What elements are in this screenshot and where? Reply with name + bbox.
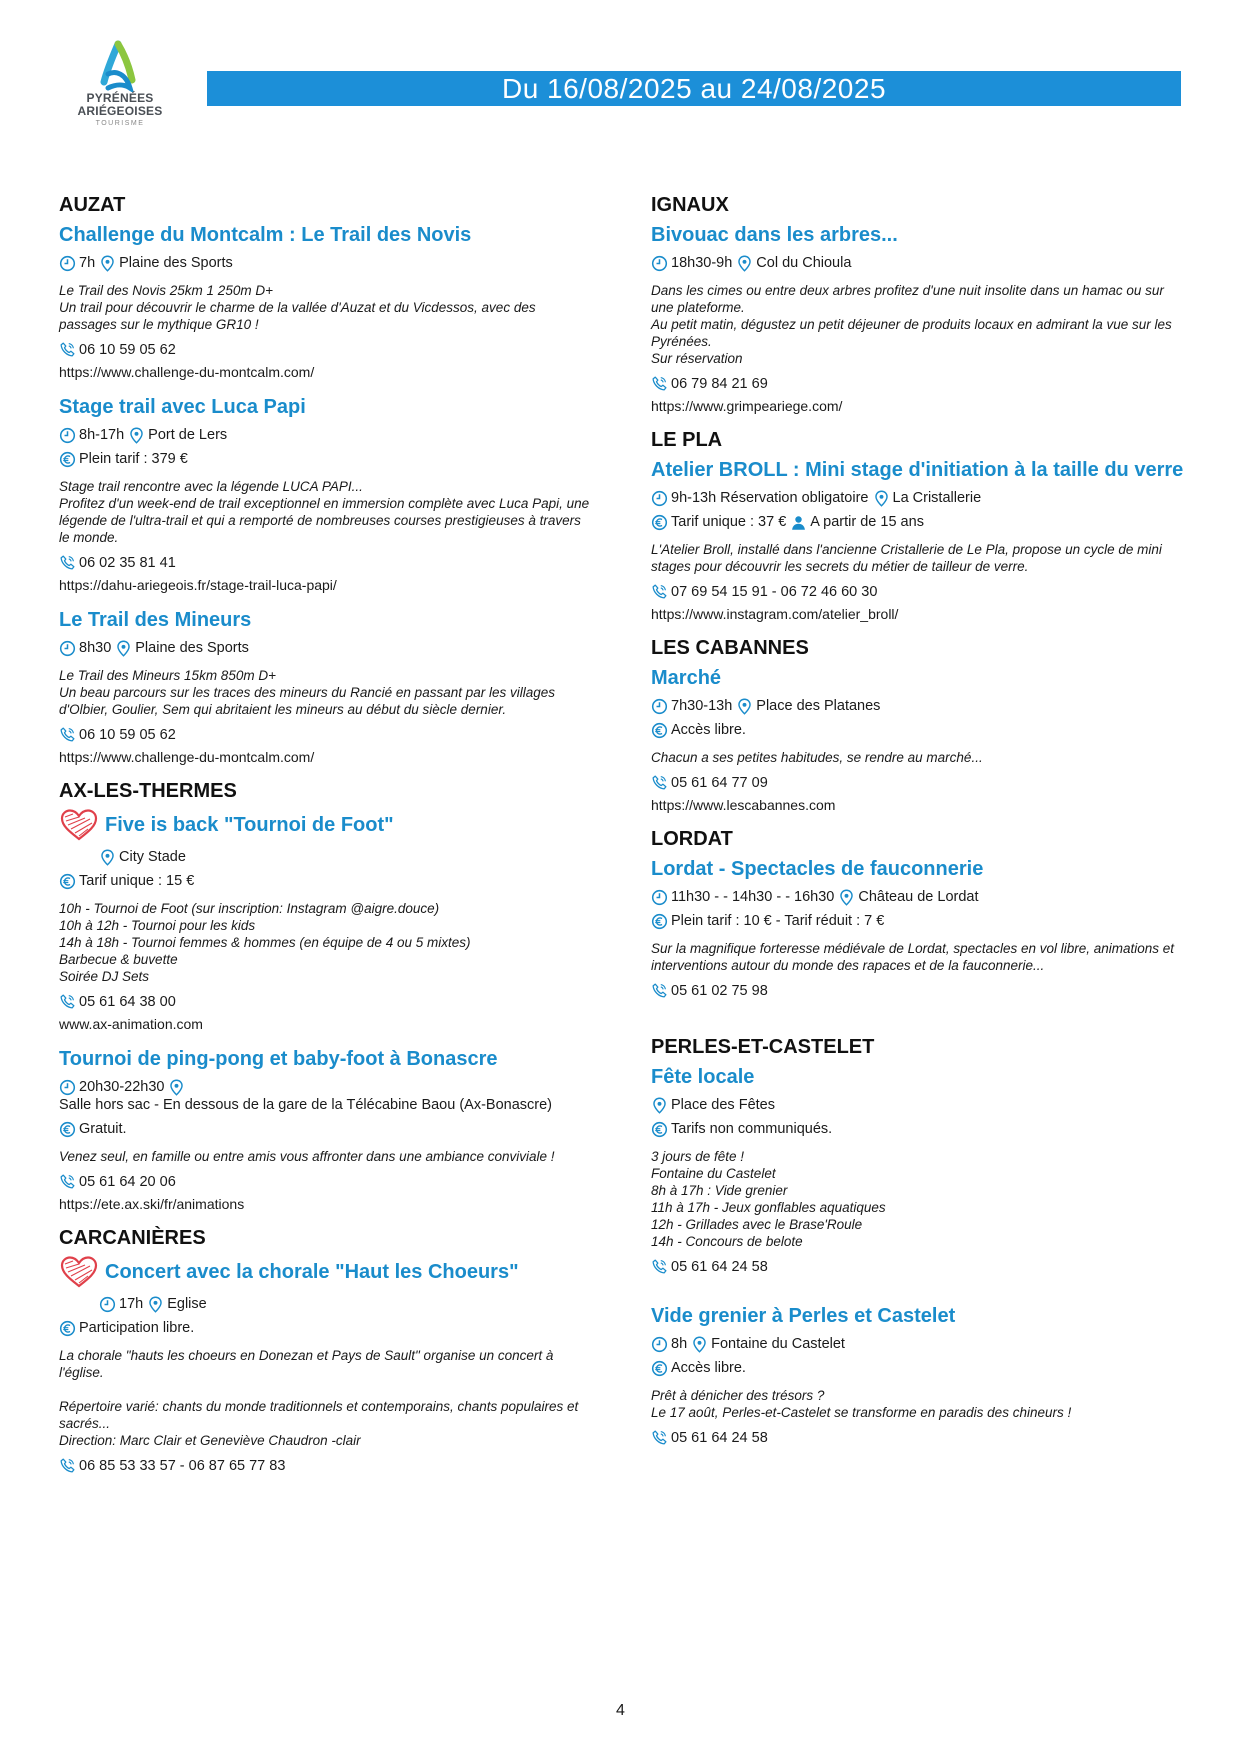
heart-favorite-icon (59, 1255, 99, 1289)
event-place: Plaine des Sports (119, 255, 233, 271)
event-title[interactable]: Bivouac dans les arbres... (651, 224, 898, 246)
event-title[interactable]: Tournoi de ping-pong et baby-foot à Bonascre (59, 1048, 498, 1070)
event-price: Plein tarif : 10 € - Tarif réduit : 7 € (671, 913, 885, 929)
event-phone[interactable]: 05 61 64 24 58 (671, 1258, 768, 1275)
event-description: L'Atelier Broll, installé dans l'ancienne Cristallerie de Le Pla, propose un cycle de mini stages pour découvrir les secrets du métier de tailleur de verre. (651, 542, 1162, 574)
event-description: 3 jours de fête ! Fontaine du Castelet 8h à 17h : Vide grenier 11h à 17h - Jeux gonflables aquatiques 12h - Grillades avec le Brase'Roule 14h - Concours de belote (651, 1149, 886, 1249)
event-title[interactable]: Five is back "Tournoi de Foot" (105, 814, 394, 836)
event-card (651, 1064, 1186, 1275)
town-heading: AX-LES-THERMES (59, 780, 237, 802)
event-place: Plaine des Sports (135, 640, 249, 656)
phone-icon (59, 1457, 76, 1474)
event-title[interactable]: Vide grenier à Perles et Castelet (651, 1305, 956, 1327)
location-pin-icon (838, 889, 855, 906)
event-place: Château de Lordat (858, 889, 979, 905)
town-heading: IGNAUX (651, 194, 729, 216)
location-pin-icon (115, 640, 132, 657)
logo-line-3: TOURISME (95, 120, 145, 127)
event-card (651, 457, 1186, 622)
phone-icon (59, 341, 76, 358)
event-time: 8h-17h (79, 427, 125, 443)
event-url[interactable]: https://www.instagram.com/atelier_broll/ (651, 606, 899, 622)
logo-line-1: PYRÉNÉES (86, 91, 154, 105)
logo-mark-icon (96, 40, 144, 92)
phone-icon (59, 726, 76, 743)
event-place: Place des Fêtes (671, 1097, 775, 1113)
clock-icon (59, 1079, 76, 1096)
event-title[interactable]: Challenge du Montcalm : Le Trail des Novis (59, 224, 472, 246)
phone-icon (651, 1258, 668, 1275)
town-heading: AUZAT (59, 194, 126, 216)
event-card (59, 1046, 594, 1212)
event-place: Port de Lers (148, 427, 228, 443)
event-description: Dans les cimes ou entre deux arbres profitez d'une nuit insolite dans un hamac ou sur une plateforme. Au petit matin, dégustez un petit déjeuner de produits locaux en admirant la vue sur les Pyrénées. Sur réservation (651, 283, 1172, 366)
event-phone[interactable]: 06 10 59 05 62 (79, 341, 176, 358)
event-description: Le Trail des Novis 25km 1 250m D+ Un trail pour découvrir le charme de la vallée d'Auzat et du Vicdessos, avec des passages sur le mythique GR10 ! (59, 283, 536, 332)
euro-icon (651, 913, 668, 930)
event-url[interactable]: www.ax-animation.com (59, 1016, 203, 1032)
logo-line-2: ARIÉGEOISES (77, 104, 163, 118)
location-pin-icon (736, 255, 753, 272)
event-title[interactable]: Concert avec la chorale "Haut les Choeurs" (105, 1261, 519, 1283)
phone-icon (651, 1429, 668, 1446)
event-card (59, 1255, 594, 1474)
event-phone[interactable]: 06 10 59 05 62 (79, 726, 176, 743)
event-place: Eglise (167, 1296, 207, 1312)
event-description: Chacun a ses petites habitudes, se rendre au marché... (651, 750, 983, 765)
event-place: Col du Chioula (756, 255, 852, 271)
event-price: Plein tarif : 379 € (79, 451, 188, 467)
euro-icon (59, 451, 76, 468)
town-heading: PERLES-ET-CASTELET (651, 1036, 875, 1058)
event-price: Gratuit. (79, 1121, 127, 1137)
event-price: Accès libre. (671, 722, 746, 738)
clock-icon (651, 889, 668, 906)
town-heading: LES CABANNES (651, 637, 809, 659)
event-age: A partir de 15 ans (810, 514, 924, 530)
event-time: 8h30 (79, 640, 112, 656)
clock-icon (99, 1296, 116, 1313)
location-pin-icon (147, 1296, 164, 1313)
location-pin-icon (99, 255, 116, 272)
location-pin-icon (736, 698, 753, 715)
event-title[interactable]: Marché (651, 667, 722, 689)
phone-icon (651, 982, 668, 999)
euro-icon (651, 1360, 668, 1377)
event-price: Participation libre. (79, 1320, 195, 1336)
clock-icon (59, 427, 76, 444)
clock-icon (651, 255, 668, 272)
event-title[interactable]: Fête locale (651, 1066, 755, 1088)
event-card (651, 665, 1186, 813)
event-time: 7h (79, 255, 96, 271)
event-title[interactable]: Atelier BROLL : Mini stage d'initiation à la taille du verre (651, 459, 1184, 481)
event-time: 17h (119, 1296, 144, 1312)
event-price: Tarifs non communiqués. (671, 1121, 833, 1137)
event-place: La Cristallerie (892, 490, 982, 506)
event-url[interactable]: https://dahu-ariegeois.fr/stage-trail-luca-papi/ (59, 577, 337, 593)
user-icon (790, 514, 807, 531)
event-phone[interactable]: 05 61 64 20 06 (79, 1173, 176, 1190)
event-title[interactable]: Stage trail avec Luca Papi (59, 396, 306, 418)
event-phone[interactable]: 05 61 02 75 98 (671, 982, 768, 999)
event-place: Place des Platanes (756, 698, 881, 714)
event-phone[interactable]: 05 61 64 77 09 (671, 774, 768, 791)
page-number: 4 (616, 1702, 625, 1719)
event-description: 10h - Tournoi de Foot (sur inscription: Instagram @aigre.douce) 10h à 12h - Tournoi pour les kids 14h à 18h - Tournoi femmes & hommes (en équipe de 4 ou 5 mixtes) Barbecue & buvette Soirée DJ Sets (59, 901, 471, 984)
event-title[interactable]: Le Trail des Mineurs (59, 609, 252, 631)
euro-icon (651, 514, 668, 531)
event-place: City Stade (119, 849, 186, 865)
phone-icon (59, 1173, 76, 1190)
event-description: Venez seul, en famille ou entre amis vous affronter dans une ambiance conviviale ! (59, 1149, 555, 1164)
phone-icon (651, 583, 668, 600)
phone-icon (59, 993, 76, 1010)
clock-icon (651, 490, 668, 507)
event-url[interactable]: https://www.grimpeariege.com/ (651, 398, 843, 414)
town-heading: CARCANIÈRES (59, 1227, 206, 1249)
event-card (59, 222, 594, 380)
event-card (651, 856, 1186, 999)
euro-icon (59, 1320, 76, 1337)
event-card (59, 808, 594, 1032)
location-pin-icon (651, 1097, 668, 1114)
heart-favorite-icon (59, 808, 99, 842)
event-place: Salle hors sac - En dessous de la gare de la Télécabine Baou (Ax-Bonascre) (59, 1097, 553, 1113)
event-price: Accès libre. (671, 1360, 746, 1376)
event-url[interactable]: https://ete.ax.ski/fr/animations (59, 1196, 245, 1212)
event-price: Tarif unique : 37 € (671, 514, 787, 530)
event-phone[interactable]: 06 85 53 33 57 - 06 87 65 77 83 (79, 1457, 286, 1474)
event-description: Stage trail rencontre avec la légende LUCA PAPI... Profitez d'un week-end de trail exceptionnel en immersion complète avec Luca Papi, une légende de l'ultra-trail et qui a remporté de nombreuses courses prestigieuses à travers le monde. (59, 479, 590, 545)
clock-icon (651, 1336, 668, 1353)
event-description: La chorale "hauts les choeurs en Donezan et Pays de Sault" organise un concert à l'église. Répertoire varié: chants du monde traditionnels et contemporains, chants populaires et sacrés... Direction: Marc Clair et Geneviève Chaudron -clair (59, 1348, 579, 1448)
event-phone[interactable]: 05 61 64 24 58 (671, 1429, 768, 1446)
left-column (59, 193, 594, 1488)
phone-icon (651, 375, 668, 392)
clock-icon (59, 640, 76, 657)
phone-icon (59, 554, 76, 571)
euro-icon (651, 1121, 668, 1138)
town-heading: LORDAT (651, 828, 733, 850)
location-pin-icon (99, 849, 116, 866)
event-description: Le Trail des Mineurs 15km 850m D+ Un beau parcours sur les traces des mineurs du Rancié en passant par les villages d'Olbier, Goulier, Sem qui abritaient les mineurs au début du siècle dernier. (59, 668, 556, 717)
event-url[interactable]: https://www.challenge-du-montcalm.com/ (59, 364, 315, 380)
event-title[interactable]: Lordat - Spectacles de fauconnerie (651, 858, 984, 880)
phone-icon (651, 774, 668, 791)
event-time: 9h-13h Réservation obligatoire (671, 490, 869, 506)
location-pin-icon (873, 490, 890, 507)
event-phone[interactable]: 06 02 35 81 41 (79, 554, 176, 571)
event-phone[interactable]: 05 61 64 38 00 (79, 993, 176, 1010)
logo (74, 40, 166, 127)
location-pin-icon (691, 1336, 708, 1353)
event-price: Tarif unique : 15 € (79, 873, 195, 889)
event-card (59, 394, 594, 593)
location-pin-icon (128, 427, 145, 444)
event-time: 20h30-22h30 (79, 1079, 165, 1095)
euro-icon (59, 873, 76, 890)
clock-icon (59, 255, 76, 272)
event-time: 8h (671, 1336, 688, 1352)
event-description: Prêt à dénicher des trésors ? Le 17 août, Perles-et-Castelet se transforme en paradis des chineurs ! (651, 1388, 1072, 1420)
event-time: 18h30-9h (671, 255, 733, 271)
event-description: Sur la magnifique forteresse médiévale de Lordat, spectacles en vol libre, animations et interventions autour du monde des rapaces et de la fauconnerie... (651, 941, 1175, 973)
event-card (651, 1303, 1186, 1446)
event-place: Fontaine du Castelet (711, 1336, 845, 1352)
right-column (651, 193, 1186, 1460)
event-phone[interactable]: 07 69 54 15 91 - 06 72 46 60 30 (671, 583, 878, 600)
euro-icon (59, 1121, 76, 1138)
location-pin-icon (168, 1079, 185, 1096)
event-url[interactable]: https://www.challenge-du-montcalm.com/ (59, 749, 315, 765)
event-phone[interactable]: 06 79 84 21 69 (671, 375, 768, 392)
clock-icon (651, 698, 668, 715)
event-card (651, 222, 1186, 414)
town-heading: LE PLA (651, 429, 723, 451)
date-range-banner: Du 16/08/2025 au 24/08/2025 (207, 71, 1181, 106)
event-time: 11h30 - - 14h30 - - 16h30 (671, 889, 835, 905)
euro-icon (651, 722, 668, 739)
event-time: 7h30-13h (671, 698, 733, 714)
event-card (59, 607, 594, 765)
event-url[interactable]: https://www.lescabannes.com (651, 797, 836, 813)
